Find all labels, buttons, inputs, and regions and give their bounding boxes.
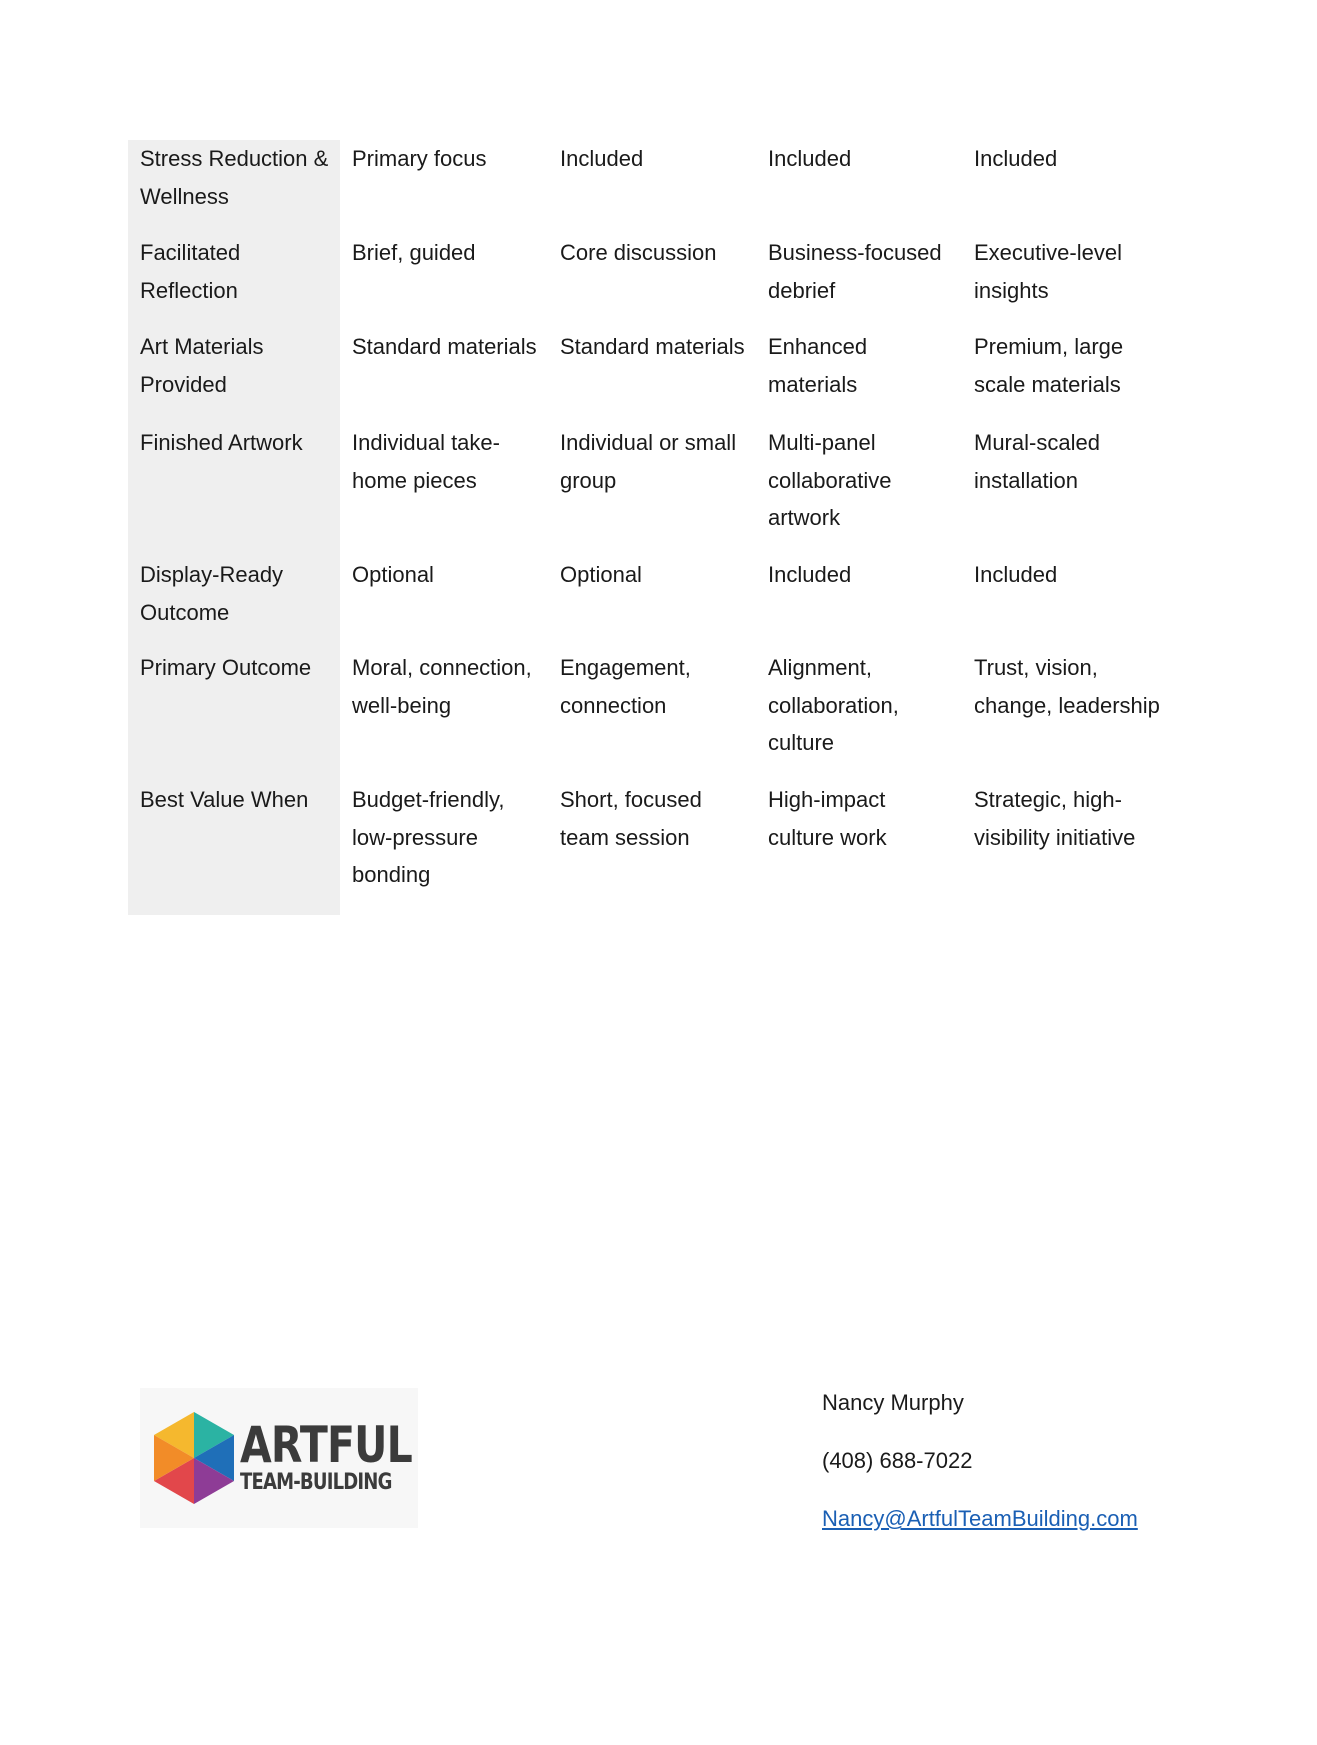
table-cell: Included	[974, 146, 1058, 171]
table-cell: Included	[560, 146, 644, 171]
logo-subtitle: TEAM-BUILDING	[240, 1470, 392, 1495]
artful-logo	[140, 1388, 418, 1528]
table-cell: Mural-scaled installation	[974, 430, 1100, 493]
table-cell: Included	[768, 146, 852, 171]
table-row	[128, 649, 1168, 781]
table-cell: Executive-level insights	[974, 240, 1122, 303]
table-cell: Premium, large scale materials	[974, 334, 1124, 397]
logo-wordmark	[240, 1416, 450, 1496]
row-label: Best Value When	[140, 787, 309, 812]
table-cell: Included	[768, 562, 852, 587]
table-row	[128, 556, 1168, 649]
table-row	[128, 424, 1168, 556]
table-row	[128, 234, 1168, 328]
table-cell: Business-focused debrief	[768, 240, 942, 303]
table-cell: High-impact culture work	[768, 787, 887, 850]
table-cell: Primary focus	[352, 146, 487, 171]
table-cell: Individual take-home pieces	[352, 430, 500, 493]
contact-email-link[interactable]: Nancy@ArtfulTeamBuilding.com	[822, 1506, 1138, 1531]
row-label: Stress Reduction & Wellness	[140, 146, 329, 209]
row-label: Art Materials Provided	[140, 334, 264, 397]
table-cell: Individual or small group	[560, 430, 737, 493]
table-cell: Standard materials	[560, 334, 745, 359]
row-label: Facilitated Reflection	[140, 240, 241, 303]
table-cell: Engagement, connection	[560, 655, 691, 718]
table-cell: Standard materials	[352, 334, 537, 359]
table-row	[128, 328, 1168, 424]
table-cell: Short, focused team session	[560, 787, 702, 850]
table-cell: Strategic, high-visibility initiative	[974, 787, 1136, 850]
table-cell: Optional	[560, 562, 642, 587]
row-label: Display-Ready Outcome	[140, 562, 284, 625]
table-cell: Enhanced materials	[768, 334, 868, 397]
table-cell: Moral, connection, well-being	[352, 655, 532, 718]
table-cell: Included	[974, 562, 1058, 587]
table-cell: Core discussion	[560, 240, 717, 265]
contact-phone: (408) 688-7022	[822, 1448, 973, 1473]
logo-title: ARTFUL	[240, 1416, 412, 1474]
table-cell: Budget-friendly, low-pressure bonding	[352, 787, 505, 887]
hexagon-cube-icon	[154, 1412, 234, 1504]
contact-name: Nancy Murphy	[822, 1390, 964, 1415]
table-cell: Optional	[352, 562, 434, 587]
table-row	[128, 140, 1168, 234]
row-label: Finished Artwork	[140, 430, 303, 455]
table-cell: Brief, guided	[352, 240, 476, 265]
row-label: Primary Outcome	[140, 655, 312, 680]
table-cell: Alignment, collaboration, culture	[768, 655, 899, 755]
table-row	[128, 781, 1168, 915]
contact-block	[822, 1388, 1138, 1562]
comparison-table	[128, 140, 1168, 915]
table-cell: Multi-panel collaborative artwork	[768, 430, 892, 530]
table-cell: Trust, vision, change, leadership	[974, 655, 1160, 718]
